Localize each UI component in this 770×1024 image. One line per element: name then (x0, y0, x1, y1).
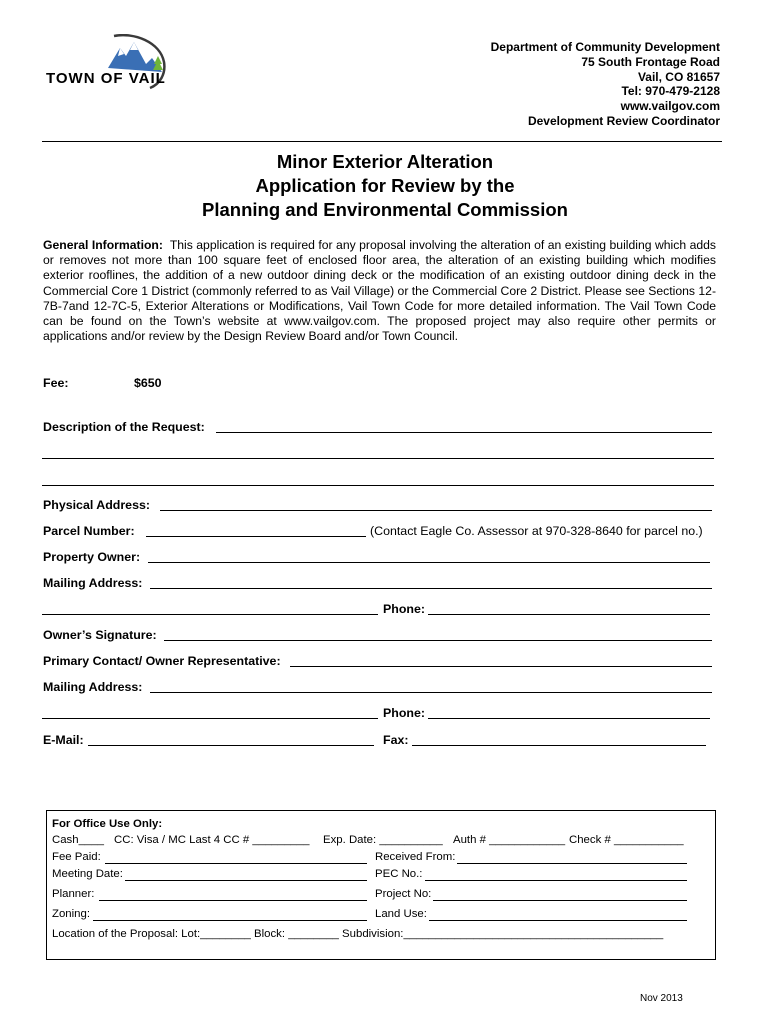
page-title (0, 150, 770, 222)
mailing-address-field-line-2[interactable] (42, 614, 378, 615)
office-planner-field[interactable] (99, 900, 367, 901)
office-pec-no-field[interactable] (425, 880, 687, 881)
general-information-label: General Information: (43, 238, 163, 252)
owners-signature-field[interactable] (164, 640, 712, 641)
header-line-city: Vail, CO 81657 (637, 69, 720, 84)
parcel-number-field[interactable] (146, 536, 366, 537)
contact-mailing-address-field[interactable] (150, 692, 712, 693)
office-received-from-label: Received From: (375, 851, 456, 863)
description-field-line-2[interactable] (42, 458, 714, 459)
description-label: Description of the Request: (43, 420, 205, 434)
property-owner-field[interactable] (148, 562, 710, 563)
office-cash-field[interactable]: Cash____ (52, 834, 104, 846)
header-line-coordinator: Development Review Coordinator (527, 113, 720, 128)
title-line-3: Planning and Environmental Commission (202, 199, 568, 220)
office-project-no-field[interactable] (433, 900, 687, 901)
office-fee-paid-field[interactable] (105, 863, 367, 864)
contact-phone-label: Phone: (383, 706, 425, 720)
fee-value: $650 (134, 376, 162, 390)
header-line-department: Department of Community Development (490, 40, 720, 54)
office-location-field[interactable]: Location of the Proposal: Lot:________ Block: ________ Subdivision:_________________________________________ (52, 928, 664, 940)
office-pec-no-label: PEC No.: (375, 868, 423, 880)
owners-signature-label: Owner’s Signature: (43, 628, 157, 642)
title-line-1: Minor Exterior Alteration (276, 151, 494, 172)
office-land-use-field[interactable] (429, 920, 687, 921)
mailing-address-label: Mailing Address: (43, 576, 143, 590)
header-line-street: 75 South Frontage Road (581, 54, 720, 69)
phone-label: Phone: (383, 602, 425, 616)
office-exp-date-field[interactable]: Exp. Date: __________ (323, 834, 443, 846)
physical-address-field[interactable] (160, 510, 712, 511)
office-received-from-field[interactable] (457, 863, 687, 864)
office-use-box (46, 810, 716, 960)
office-land-use-label: Land Use: (375, 908, 427, 920)
office-auth-field[interactable]: Auth # ____________ (453, 834, 566, 846)
office-fee-paid-label: Fee Paid: (52, 851, 101, 863)
contact-mailing-address-field-line-2[interactable] (42, 718, 378, 719)
general-information (43, 238, 716, 344)
description-field-line-3[interactable] (42, 485, 714, 486)
header-line-website: www.vailgov.com (620, 99, 720, 114)
office-cc-field[interactable]: CC: Visa / MC Last 4 CC # _________ (114, 834, 310, 846)
office-meeting-date-label: Meeting Date: (52, 868, 123, 880)
fax-label: Fax: (383, 733, 409, 747)
fax-field[interactable] (412, 745, 706, 746)
office-zoning-field[interactable] (93, 920, 367, 921)
footer-date: Nov 2013 (640, 993, 683, 1004)
office-use-heading: For Office Use Only: (52, 818, 163, 830)
physical-address-label: Physical Address: (43, 498, 150, 512)
parcel-number-label: Parcel Number: (43, 524, 135, 538)
contact-mailing-address-label: Mailing Address: (43, 680, 143, 694)
email-field[interactable] (88, 745, 374, 746)
contact-phone-field[interactable] (428, 718, 710, 719)
office-planner-label: Planner: (52, 888, 95, 900)
department-header (491, 40, 720, 129)
email-label: E-Mail: (43, 733, 84, 747)
header-line-tel: Tel: 970-479-2128 (621, 84, 720, 99)
title-line-2: Application for Review by the (255, 175, 515, 196)
mailing-address-field[interactable] (150, 588, 712, 589)
office-check-field[interactable]: Check # ___________ (569, 834, 684, 846)
office-meeting-date-field[interactable] (125, 880, 367, 881)
phone-field[interactable] (428, 614, 710, 615)
header-divider (42, 141, 722, 142)
property-owner-label: Property Owner: (43, 550, 141, 564)
general-information-text: This application is required for any proposal involving the alteration of an existing building which adds or removes not more than 100 square feet of enclosed floor area, the alteration of an existing building which modifies exterior rooflines, the addition of a new outdoor dining deck or the modification of an existing outdoor dining deck in the Commercial Core 1 District (commonly referred to as Vail Village) or the Commercial Core 2 District. Please see Sections 12-7B-7and 12-7C-5, Exterior Alterations or Modifications, Vail Town Code for more detailed information. The Vail Town Code can be found on the Town’s website at www.vailgov.com. The proposed project may also require other permits or applications and/or review by the Design Review Board and/or Town Council. (43, 238, 717, 344)
description-field-line-1[interactable] (216, 432, 712, 433)
logo-text: TOWN OF VAIL (46, 70, 166, 87)
parcel-number-note: (Contact Eagle Co. Assessor at 970-328-8640 for parcel no.) (370, 524, 703, 538)
office-zoning-label: Zoning: (52, 908, 90, 920)
office-project-no-label: Project No: (375, 888, 432, 900)
primary-contact-label: Primary Contact/ Owner Representative: (43, 654, 281, 668)
fee-label: Fee: (43, 376, 69, 390)
primary-contact-field[interactable] (290, 666, 712, 667)
